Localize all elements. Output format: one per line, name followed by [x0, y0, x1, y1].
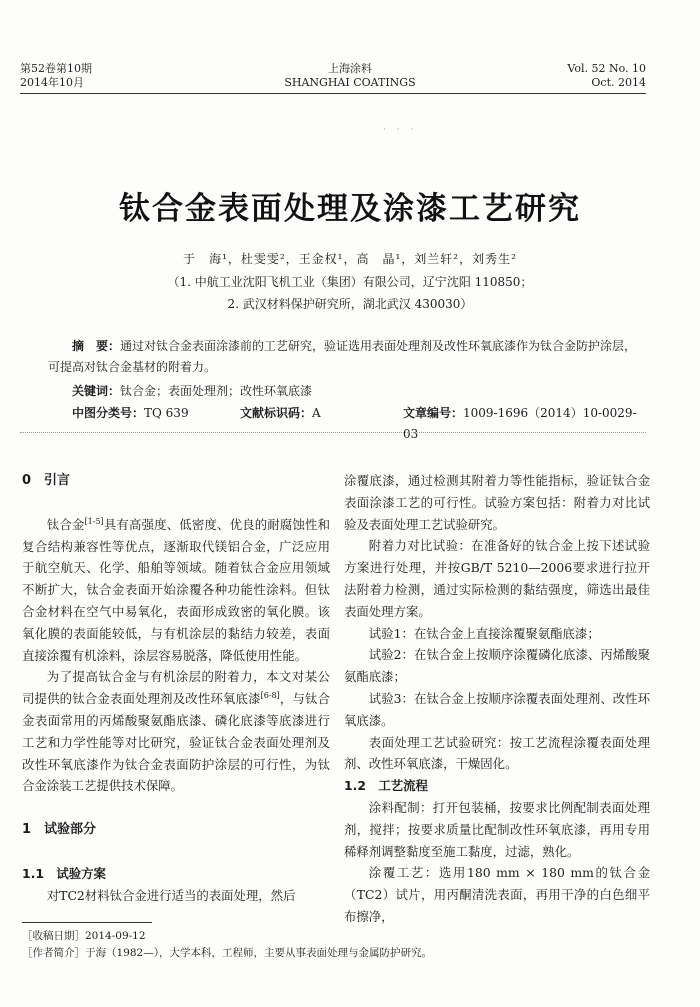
clc-number: 中图分类号：TQ 639 [72, 406, 189, 420]
paragraph-surface-treatment: 表面处理工艺试验研究：按工艺流程涂覆表面处理剂、改性环氧底漆，干燥固化。 [344, 734, 650, 772]
document-code: 文献标识码：A [240, 406, 321, 420]
subsection-1-2-heading: 1.2 工艺流程 [344, 778, 428, 794]
scan-specks: · · · [383, 125, 418, 135]
issue-date-en: Oct. 2014 [591, 76, 646, 89]
volume-issue-en: Vol. 52 No. 10 [567, 62, 646, 75]
left-column [22, 470, 330, 907]
affiliation-1: （1. 中航工业沈阳飞机工业（集团）有限公司，辽宁沈阳 110850； [167, 275, 533, 289]
paragraph-continued: 涂覆底漆，通过检测其附着力等性能指标，验证钛合金表面涂漆工艺的可行性。试验方案包括：附着力对比试验及表面处理工艺试验研究。 [344, 473, 650, 532]
volume-issue: 第52卷第10期 [20, 62, 92, 75]
keywords-text: 钛合金；表面处理剂；改性环氧底漆 [120, 384, 313, 398]
keywords [48, 381, 638, 402]
footnote-received-date: ［收稿日期］2014-09-12 [22, 930, 146, 942]
citation: [1-5] [84, 516, 104, 526]
citation: [6-8] [260, 691, 280, 701]
abstract [48, 336, 638, 378]
test-2: 试验2：在钛合金上按顺序涂覆磷化底漆、丙烯酸聚氨酯底漆； [344, 647, 650, 685]
right-column [344, 470, 650, 928]
footnote-author-intro: ［作者简介］于海（1982—），大学本科，工程师，主要从事表面处理与金属防护研究。 [22, 947, 432, 959]
paragraph-adhesion-test: 附着力对比试验：在准备好的钛合金上按下述试验方案进行处理，并按GB/T 5210—2006要求进行拉开法附着力检测，通过实际检测的黏结强度，筛选出最佳表面处理方案。 [344, 538, 650, 619]
section-0-heading: 0 引言 [22, 473, 71, 488]
section-1-heading: 1 试验部分 [22, 822, 97, 838]
paragraph-coating-process: 涂覆工艺：选用180 mm × 180 mm的钛合金（TC2）试片，用丙酮清洗表面，再用干净的白色细平布擦净， [344, 865, 650, 924]
journal-name-en: SHANGHAI COATINGS [284, 76, 416, 89]
journal-name-cn: 上海涂料 [328, 62, 372, 75]
issue-date: 2014年10月 [20, 76, 84, 89]
keywords-label: 关键词： [72, 384, 121, 398]
paper-title: 钛合金表面处理及涂漆工艺研究 [119, 191, 581, 227]
intro-paragraph-1: 钛合金[1-5]具有高强度、低密度、优良的耐腐蚀性和复合结构兼容性等优点，逐渐取代镁铝合金，广泛应用于航空航天、化学、船舶等领域。随着钛合金应用领域不断扩大，钛合金表面开始涂覆各种功能性涂料。但钛合金材料在空气中易氧化，表面形成致密的氧化膜。该氧化膜的表面能较低，与有机涂层的黏结力较差，表面直接涂覆有机涂料，涂层容易脱落，降低使用性能。 [22, 516, 331, 663]
abstract-label: 摘 要： [72, 339, 121, 353]
abstract-text: 通过对钛合金表面涂漆前的工艺研究，验证选用表面处理剂及改性环氧底漆作为钛合金防护涂层，可提高对钛合金基材的附着力。 [48, 339, 637, 374]
header-divider [20, 93, 646, 94]
subsection-1-1-heading: 1.1 试验方案 [22, 865, 106, 881]
affiliation-2: 2. 武汉材料保护研究所，湖北武汉 430030） [227, 297, 473, 311]
abstract-divider [20, 432, 646, 433]
test-3: 试验3：在钛合金上按顺序涂覆表面处理剂、改性环氧底漆。 [344, 690, 650, 728]
journal-issue-info-en [567, 62, 646, 90]
paragraph-paint-preparation: 涂料配制：打开包装桶，按要求比例配制表面处理剂，搅拌；按要求质量比配制改性环氧底漆，再用专用稀释剂调整黏度至施工黏度，过滤，熟化。 [344, 799, 650, 859]
author-list: 于 海¹，杜雯雯²，王金权¹，高 晶¹，刘兰轩²，刘秀生² [183, 252, 517, 266]
paragraph-1-1: 对TC2材料钛合金进行适当的表面处理，然后 [46, 887, 296, 903]
intro-paragraph-2: 为了提高钛合金与有机涂层的附着力，本文对某公司提供的钛合金表面处理剂及改性环氧底漆[6-8]，与钛合金表面常用的丙烯酸聚氨酯底漆、磷化底漆等底漆进行工艺和力学性能等对比研究，验证钛合金表面处理剂及改性环氧底漆作为钛合金表面防护涂层的可行性，为钛合金涂装工艺提供技术保障。 [22, 669, 331, 794]
footnote-divider [22, 922, 152, 923]
article-number: 文章编号：1009-1696（2014）10-0029-03 [403, 406, 637, 441]
test-1: 试验1：在钛合金上直接涂覆聚氨酯底漆； [368, 625, 600, 641]
